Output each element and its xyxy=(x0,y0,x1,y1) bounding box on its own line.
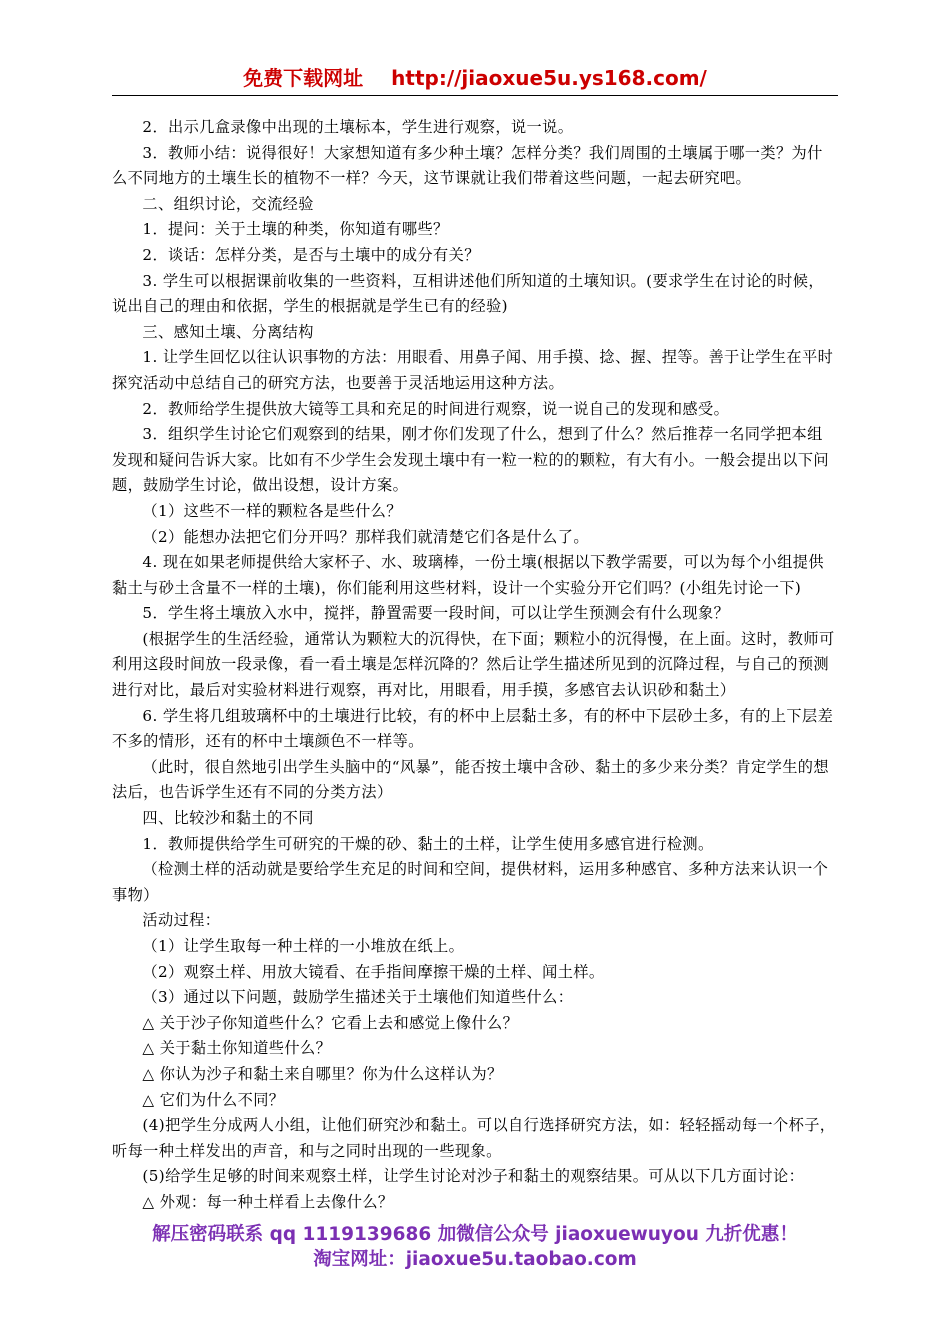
paragraph: 活动过程： xyxy=(142,911,221,930)
footer-contact-line: 解压密码联系 qq 1119139686 加微信公众号 jiaoxuewuyou 九折优惠！ xyxy=(152,1224,798,1245)
paragraph: (4)把学生分成两人小组，让他们研究沙和黏土。可以自行选择研究方法，如：轻轻摇动每一个杯子，听每一种土样发出的声音，和与之同时出现的一些现象。 xyxy=(112,1116,836,1160)
paragraph: 5．学生将土壤放入水中，搅拌，静置需要一段时间，可以让学生预测会有什么现象？ xyxy=(142,604,730,623)
list-item: △ 外观：每一种土样看上去像什么？ xyxy=(142,1192,394,1211)
paragraph: (5)给学生足够的时间来观察土样，让学生讨论对沙子和黏土的观察结果。可从以下几方面讨论： xyxy=(142,1167,805,1186)
paragraph: （1）这些不一样的颗粒各是些什么？ xyxy=(142,501,402,520)
section-heading: 二、组织讨论，交流经验 xyxy=(142,194,314,213)
paragraph: 2．谈话：怎样分类，是否与土壤中的成分有关？ xyxy=(142,245,480,264)
paragraph: 3．组织学生讨论它们观察到的结果，刚才你们发现了什么，想到了什么？然后推荐一名同学把本组发现和疑问告诉大家。比如有不少学生会发现土壤中有一粒一粒的的颗粒，有大有小。一般会提出以下问题，鼓励学生讨论，做出设想，设计方案。 xyxy=(112,425,830,495)
document-body xyxy=(112,115,838,1216)
list-item: △ 关于沙子你知道些什么？它看上去和感觉上像什么？ xyxy=(142,1013,519,1032)
header-label: 免费下载网址 xyxy=(243,66,364,90)
paragraph: 4. 现在如果老师提供给大家杯子、水、玻璃棒，一份土壤(根据以下教学需要，可以为每个小组提供黏土与砂土含量不一样的土壤)，你们能利用这些材料，设计一个实验分开它们吗？(小组先讨论一下) xyxy=(112,553,824,597)
header-divider xyxy=(112,95,838,96)
paragraph: 1．教师提供给学生可研究的干燥的砂、黏土的土样，让学生使用多感官进行检测。 xyxy=(142,834,714,853)
section-heading: 四、比较沙和黏土的不同 xyxy=(142,809,314,828)
paragraph: 3．教师小结：说得很好！大家想知道有多少种土壤？怎样分类？我们周围的土壤属于哪一类？为什么不同地方的土壤生长的植物不一样？今天，这节课就让我们带着这些问题，一起去研究吧。 xyxy=(112,143,823,188)
paragraph: 2．出示几盒录像中出现的土壤标本，学生进行观察，说一说。 xyxy=(142,118,574,136)
paragraph: （3）通过以下问题，鼓励学生描述关于土壤他们知道些什么： xyxy=(142,988,574,1007)
paragraph: 3. 学生可以根据课前收集的一些资料，互相讲述他们所知道的土壤知识。(要求学生在讨论的时候，说出自己的理由和依据，学生的根据就是学生已有的经验) xyxy=(112,271,824,316)
paragraph: （此时，很自然地引出学生头脑中的“风暴”，能否按土壤中含砂、黏土的多少来分类？肯定学生的想法后，也告诉学生还有不同的分类方法） xyxy=(112,757,829,802)
header-url-link[interactable]: http://jiaoxue5u.ys168.com/ xyxy=(391,66,707,90)
paragraph: （2）观察土样、用放大镜看、在手指间摩擦干燥的土样、闻土样。 xyxy=(142,962,605,981)
paragraph: (根据学生的生活经验，通常认为颗粒大的沉得快，在下面；颗粒小的沉得慢，在上面。这时，教师可利用这段时间放一段录像，看一看土壤是怎样沉降的？然后让学生描述所见到的沉降过程，与自己的预测进行对比，最后对实验材料进行观察，再对比，用眼看，用手摸，多感官去认识砂和黏土） xyxy=(112,629,835,700)
section-heading: 三、感知土壤、分离结构 xyxy=(142,322,314,341)
list-item: △ 关于黏土你知道些什么？ xyxy=(142,1039,332,1058)
paragraph: 6. 学生将几组玻璃杯中的土壤进行比较，有的杯中上层黏土多，有的杯中下层砂土多，有的上下层差不多的情形，还有的杯中土壤颜色不一样等。 xyxy=(112,706,834,751)
list-item: △ 它们为什么不同？ xyxy=(142,1090,285,1109)
paragraph: （1）让学生取每一种土样的一小堆放在纸上。 xyxy=(142,937,465,955)
paragraph: （检测土样的活动就是要给学生充足的时间和空间，提供材料，运用多种感官、多种方法来认识一个事物） xyxy=(112,860,829,904)
page-header xyxy=(112,62,838,91)
footer-shop-link[interactable]: 淘宝网址：jiaoxue5u.taobao.com xyxy=(313,1249,637,1270)
paragraph: 2．教师给学生提供放大镜等工具和充足的时间进行观察，说一说自己的发现和感受。 xyxy=(142,399,730,418)
paragraph: 1. 让学生回忆以往认识事物的方法：用眼看、用鼻子闻、用手摸、捻、握、捏等。善于让学生在平时探究活动中总结自己的研究方法，也要善于灵活地运用这种方法。 xyxy=(112,348,834,392)
paragraph: 1．提问：关于土壤的种类，你知道有哪些？ xyxy=(142,220,449,239)
paragraph: （2）能想办法把它们分开吗？那样我们就清楚它们各是什么了。 xyxy=(142,527,589,546)
list-item: △ 你认为沙子和黏土来自哪里？你为什么这样认为？ xyxy=(142,1064,503,1083)
